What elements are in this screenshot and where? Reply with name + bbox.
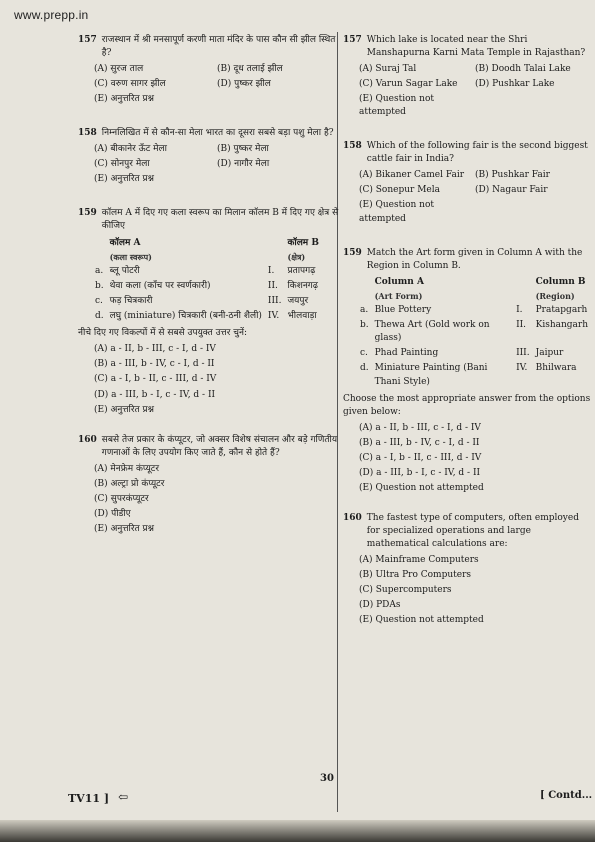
question-text: Which of the following fair is the second biggest cattle fair in India? (366, 141, 588, 165)
row-letter: c. (360, 348, 368, 359)
question-number: 159 (78, 208, 97, 219)
page-number: 30 (320, 773, 334, 784)
option-e: (E) अनुत्तरित प्रश्न (94, 523, 155, 534)
option-a: (A) Suraj Tal (359, 64, 417, 75)
option-d: (D) a - III, b - I, c - IV, d - II (359, 467, 481, 478)
row-letter: b. (360, 320, 369, 331)
art-form: Phad Painting (374, 348, 439, 359)
column-a-header: कॉलम A (109, 237, 141, 248)
option-b: (B) Pushkar Fair (475, 170, 550, 181)
option-b: (B) दूध तलाई झील (217, 64, 283, 75)
row-roman: IV. (267, 311, 280, 322)
option-a: (A) a - II, b - III, c - I, d - IV (359, 422, 481, 433)
question-number: 157 (78, 35, 97, 45)
art-form: Thewa Art (Gold work on glass) (374, 320, 490, 344)
art-form: फड़ चित्रकारी (109, 296, 153, 307)
option-e: (E) Question not attempted (359, 615, 484, 626)
question-159-hi (78, 207, 340, 417)
row-roman: II. (267, 281, 278, 292)
row-roman: I. (267, 266, 275, 277)
art-form: ब्लू पोटरी (109, 266, 140, 277)
question-159-en (343, 247, 591, 496)
region: भीलवाड़ा (287, 311, 317, 322)
question-number: 158 (343, 141, 362, 152)
site-url: www.prepp.in (14, 8, 89, 22)
row-letter: c. (95, 296, 103, 307)
option-c: (C) Supercomputers (359, 585, 452, 596)
question-158-hi (78, 127, 340, 187)
region: किशनगढ़ (287, 281, 318, 292)
question-157-en (343, 34, 591, 120)
option-c: (C) a - I, b - II, c - III, d - IV (94, 374, 217, 385)
option-c: (C) Sonepur Mela (359, 185, 440, 196)
art-form: लघु (miniature) चित्रकारी (बनी-ठनी शैली) (109, 311, 262, 322)
column-b-header: Column B (535, 276, 586, 287)
row-letter: a. (95, 266, 104, 277)
option-a: (A) a - II, b - III, c - I, d - IV (94, 344, 216, 355)
region: Jaipur (535, 348, 564, 359)
match-table (92, 236, 322, 325)
option-e: (E) अनुत्तरित प्रश्न (94, 174, 155, 185)
table-row (92, 309, 322, 324)
question-160-hi (78, 434, 340, 537)
question-number: 159 (343, 247, 362, 258)
row-letter: a. (360, 305, 369, 316)
row-roman: III. (516, 348, 530, 359)
column-b-header: कॉलम B (287, 237, 319, 248)
option-a: (A) मेनफ्रेम कंप्यूटर (94, 463, 159, 474)
region: प्रतापगढ़ (287, 266, 316, 277)
question-text: निम्नलिखित में से कौन-सा मेला भारत का दूसरा सबसे बड़ा पशु मेला है? (101, 128, 334, 139)
question-text: Match the Art form given in Column A with the Region in Column B. (366, 247, 583, 271)
left-arrow-icon: ⇦ (118, 790, 129, 804)
option-e: (E) Question not attempted (359, 482, 484, 493)
table-row (92, 294, 322, 309)
option-c: (C) a - I, b - II, c - III, d - IV (359, 452, 482, 463)
option-d: (D) Nagaur Fair (475, 185, 548, 196)
question-number: 158 (78, 128, 97, 139)
option-d: (D) पुष्कर झील (217, 79, 271, 90)
option-e: (E) अनुत्तरित प्रश्न (94, 94, 155, 105)
art-form: Blue Pottery (374, 305, 432, 316)
table-row (357, 346, 591, 361)
row-roman: IV. (516, 363, 528, 374)
option-b: (B) a - III, b - IV, c - I, d - II (94, 359, 215, 370)
question-number: 160 (343, 512, 362, 523)
question-158-en (343, 140, 591, 226)
instruction-text: Choose the most appropriate answer from the options given below: (343, 393, 591, 417)
booklet-code: TV11 ] (68, 792, 110, 805)
column-b-subheader: (Region) (535, 290, 575, 301)
option-a: (A) Mainframe Computers (359, 555, 479, 566)
table-row (357, 361, 591, 389)
row-letter: d. (95, 311, 104, 322)
instruction-text: नीचे दिए गए विकल्पों में से सबसे उपयुक्त उत्तर चुनें: (78, 328, 248, 339)
table-row (357, 303, 591, 318)
question-text: कॉलम A में दिए गए कला स्वरूप का मिलान कॉलम B में दिए गए क्षेत्र से कीजिए (101, 208, 339, 232)
question-text: राजस्थान में श्री मनसापूर्ण करणी माता मंदिर के पास कौन सी झील स्थित है? (101, 35, 336, 59)
match-table (357, 275, 591, 390)
option-c: (C) सोनपुर मेला (94, 159, 150, 170)
option-a: (A) सुरज ताल (94, 64, 144, 75)
option-b: (B) पुष्कर मेला (217, 144, 269, 155)
option-d: (D) नागौर मेला (217, 159, 270, 170)
bottom-shadow (0, 820, 595, 842)
row-letter: d. (360, 363, 369, 374)
row-roman: I. (516, 305, 523, 316)
option-b: (B) Ultra Pro Computers (359, 570, 472, 581)
hindi-column (78, 34, 340, 550)
art-form: Miniature Painting (Bani Thani Style) (374, 363, 488, 387)
option-b: (B) अल्ट्रा प्रो कंप्यूटर (94, 478, 165, 489)
option-d: (D) Pushkar Lake (475, 79, 555, 90)
option-b: (B) Doodh Talai Lake (475, 64, 571, 75)
option-d: (D) a - III, b - I, c - IV, d - II (94, 389, 216, 400)
region: जयपुर (287, 296, 309, 307)
table-row (357, 318, 591, 346)
option-e: (E) Question not attempted (359, 94, 434, 118)
option-a: (A) बीकानेर ऊँट मेला (94, 144, 167, 155)
art-form: थेवा कला (काँच पर स्वर्णकारी) (109, 281, 211, 292)
question-number: 157 (343, 35, 362, 45)
option-b: (B) a - III, b - IV, c - I, d - II (359, 437, 480, 448)
table-row (92, 264, 322, 279)
option-e: (E) अनुत्तरित प्रश्न (94, 404, 155, 415)
question-157-hi (78, 34, 340, 107)
option-d: (D) पीडीए (94, 508, 131, 519)
option-c: (C) Varun Sagar Lake (359, 79, 458, 90)
english-column (343, 34, 591, 641)
option-a: (A) Bikaner Camel Fair (359, 170, 465, 181)
row-letter: b. (95, 281, 104, 292)
option-d: (D) PDAs (359, 600, 401, 611)
continued-label: [ Contd... (540, 790, 593, 801)
option-e: (E) Question not attempted (359, 200, 434, 224)
column-a-header: Column A (374, 276, 424, 287)
question-text: सबसे तेज प्रकार के कंप्यूटर, जो अक्सर विशेष संचालन और बड़े गणितीय गणनाओं के लिए उपयोग किए जाते हैं, कौन से होते हैं? (101, 434, 338, 458)
row-roman: III. (267, 296, 282, 307)
column-b-subheader: (क्षेत्र) (287, 251, 306, 262)
table-row (92, 279, 322, 294)
question-text: Which lake is located near the Shri Manshapurna Karni Mata Temple in Rajasthan? (366, 35, 586, 59)
option-c: (C) सुपरकंप्यूटर (94, 493, 149, 504)
region: Bhilwara (535, 363, 577, 374)
row-roman: II. (516, 320, 527, 331)
option-c: (C) वरुण सागर झील (94, 79, 166, 90)
question-number: 160 (78, 434, 97, 445)
region: Kishangarh (535, 320, 588, 331)
question-text: The fastest type of computers, often employed for specialized operations and large mathematical calculations are: (366, 512, 579, 549)
column-a-subheader: (Art Form) (374, 290, 423, 301)
question-160-en (343, 512, 591, 628)
region: Pratapgarh (535, 305, 588, 316)
column-a-subheader: (कला स्वरूप) (109, 251, 152, 262)
